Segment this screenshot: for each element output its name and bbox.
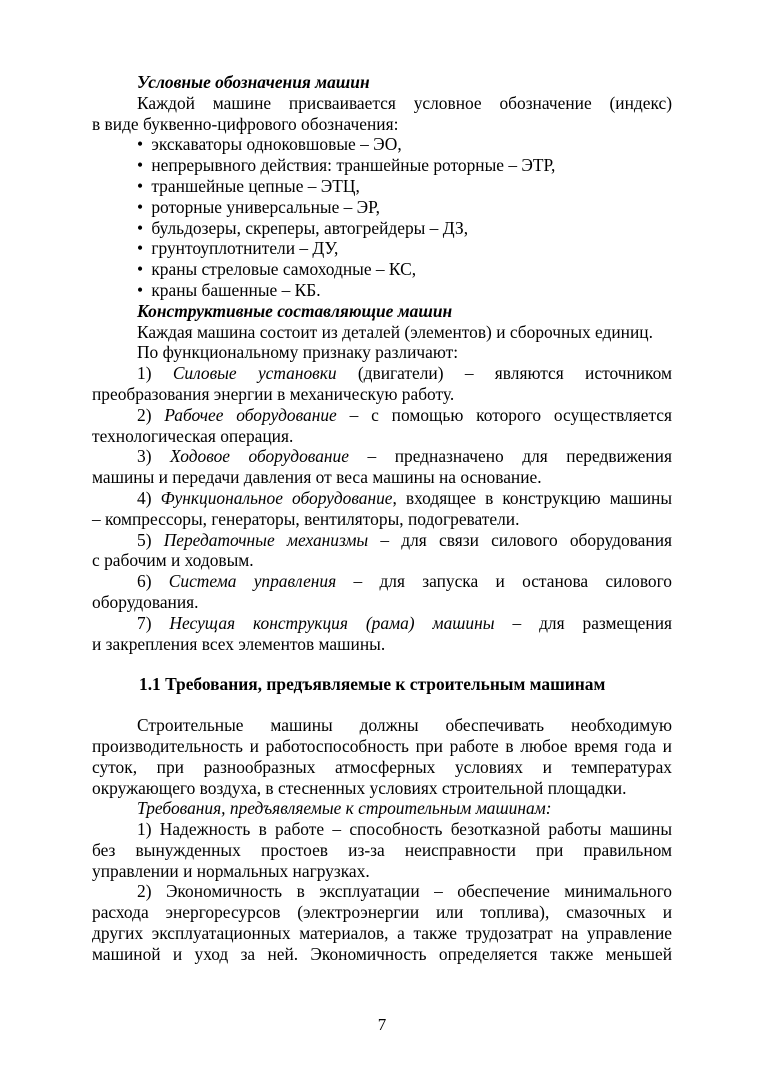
bullet-icon: •	[137, 155, 144, 176]
component-term: Несущая конструкция (рама) машины	[169, 612, 495, 633]
list-item: • экскаваторы одноковшовые – ЭО,	[137, 134, 402, 155]
component-term: Передаточные механизмы	[163, 529, 369, 550]
designations-intro-line2: в виде буквенно-цифрового обозначения:	[92, 113, 399, 134]
bullet-icon: •	[137, 175, 144, 196]
section-title-components: Конструктивные составляющие машин	[137, 300, 453, 321]
components-line2: По функциональному признаку различают:	[137, 342, 459, 363]
requirement-economy: 2) Экономичность в эксплуатации – обеспечение минимального расхода энергоресурсов (электроэнергии или топлива), смазочных и других эксплуатационных материалов, а также трудозатрат на управление машиной и уход за ней. Экономичность определяется также меньшей	[92, 881, 672, 964]
document-page	[92, 72, 672, 965]
bullet-icon: •	[137, 196, 144, 217]
component-term: Рабочее оборудование	[164, 404, 337, 425]
list-item: 1) Силовые установки (двигатели) – являются источником преобразования энергии в механическую работу.	[92, 363, 672, 404]
list-item: • непрерывного действия: траншейные роторные – ЭТР,	[137, 155, 556, 176]
requirements-intro: Требования, предъявляемые к строительным машинам:	[137, 798, 552, 819]
list-item: • грунтоуплотнители – ДУ,	[137, 238, 339, 259]
component-term: Система управления	[168, 571, 337, 592]
component-term: Ходовое оборудование	[170, 446, 349, 467]
list-item: • траншейные цепные – ЭТЦ,	[137, 175, 360, 196]
components-line1: Каждая машина состоит из деталей (элементов) и сборочных единиц.	[137, 321, 653, 342]
list-item: 2) Рабочее оборудование – с помощью которого осуществляется технологическая операция.	[92, 404, 672, 446]
section-heading-requirements: 1.1 Требования, предъявляемые к строительным машинам	[139, 674, 606, 695]
list-item: 6) Система управления – для запуска и останова силового оборудования.	[92, 571, 672, 612]
bullet-icon: •	[137, 238, 144, 259]
requirement-reliability: 1) Надежность в работе – способность безотказной работы машины без вынужденных простоев из-за неисправности при правильном управлении и нормальных нагрузках.	[92, 819, 672, 881]
components-list	[92, 363, 672, 654]
list-item: 7) Несущая конструкция (рама) машины – для размещения и закрепления всех элементов машины.	[92, 612, 673, 654]
bullet-icon: •	[137, 279, 144, 300]
designations-intro-line1: Каждой машине присваивается условное обозначение (индекс)	[137, 92, 672, 113]
bullet-icon: •	[137, 259, 144, 280]
list-item: 5) Передаточные механизмы – для связи силового оборудования с рабочим и ходовым.	[92, 529, 672, 571]
bullet-icon: •	[137, 134, 144, 155]
list-item: • краны стреловые самоходные – КС,	[137, 259, 417, 280]
page-number: 7	[377, 1015, 387, 1034]
list-item: 3) Ходовое оборудование – предназначено для передвижения машины и передачи давления от веса машины на основание.	[92, 446, 672, 488]
list-item: • краны башенные – КБ.	[137, 279, 321, 300]
list-item: • бульдозеры, скреперы, автогрейдеры – ДЗ,	[137, 217, 469, 238]
section-title-designations: Условные обозначения машин	[137, 72, 370, 92]
list-item: • роторные универсальные – ЭР,	[137, 196, 381, 217]
component-term: Силовые установки	[172, 363, 337, 384]
component-term: Функциональное оборудование	[160, 487, 393, 508]
requirements-paragraph: Строительные машины должны обеспечивать необходимую производительность и работоспособность при работе в любое время года и суток, при разнообразных атмосферных условиях и температурах окружающего воздуха, в стесненных условиях строительной площадки.	[92, 715, 672, 798]
list-item: 4) Функциональное оборудование, входящее в конструкцию машины – компрессоры, генераторы, вентиляторы, подогреватели.	[92, 487, 673, 529]
designations-list	[92, 134, 672, 300]
bullet-icon: •	[137, 217, 144, 238]
